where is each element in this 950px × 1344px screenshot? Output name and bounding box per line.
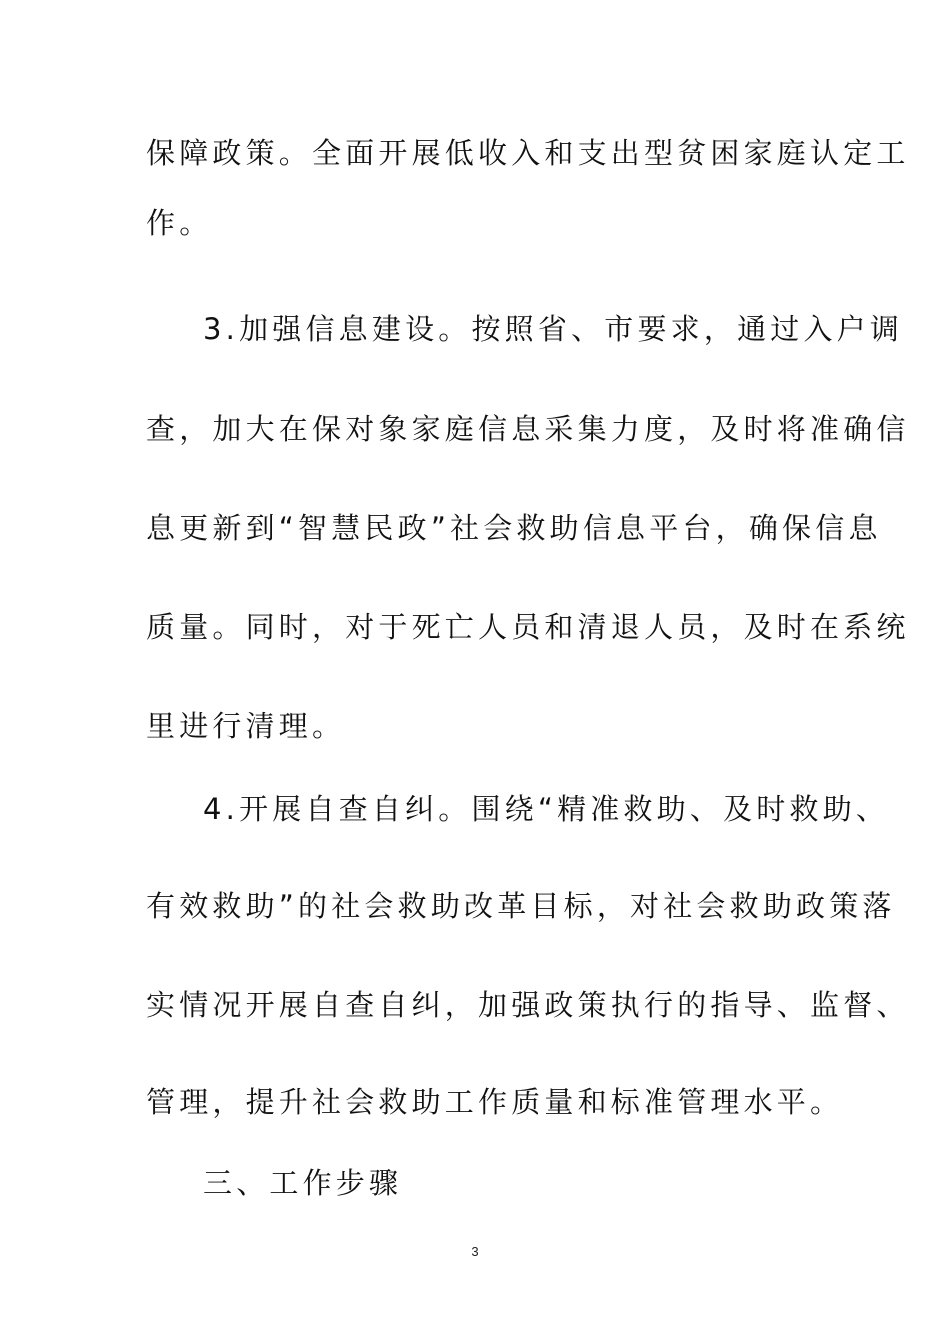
page-number: 3 xyxy=(471,1244,479,1259)
text-line-9: 有效救助”的社会救助改革目标，对社会救助政策落 xyxy=(146,889,896,923)
text-line-2: 作。 xyxy=(146,206,213,240)
text-line-6: 质量。同时，对于死亡人员和清退人员，及时在系统 xyxy=(146,610,910,644)
section-heading: 三、工作步骤 xyxy=(203,1166,403,1200)
text-line-11: 管理，提升社会救助工作质量和标准管理水平。 xyxy=(146,1085,844,1119)
text-line-1: 保障政策。全面开展低收入和支出型贫困家庭认定工 xyxy=(146,136,910,170)
text-line-5: 息更新到“智慧民政”社会救助信息平台，确保信息 xyxy=(146,511,882,545)
text-line-3: 3.加强信息建设。按照省、市要求，通过入户调 xyxy=(203,312,904,346)
text-line-4: 查，加大在保对象家庭信息采集力度，及时将准确信 xyxy=(146,412,910,446)
text-line-10: 实情况开展自查自纠，加强政策执行的指导、监督、 xyxy=(146,988,910,1022)
text-line-8: 4.开展自查自纠。围绕“精准救助、及时救助、 xyxy=(203,792,890,826)
text-line-7: 里进行清理。 xyxy=(146,709,346,743)
